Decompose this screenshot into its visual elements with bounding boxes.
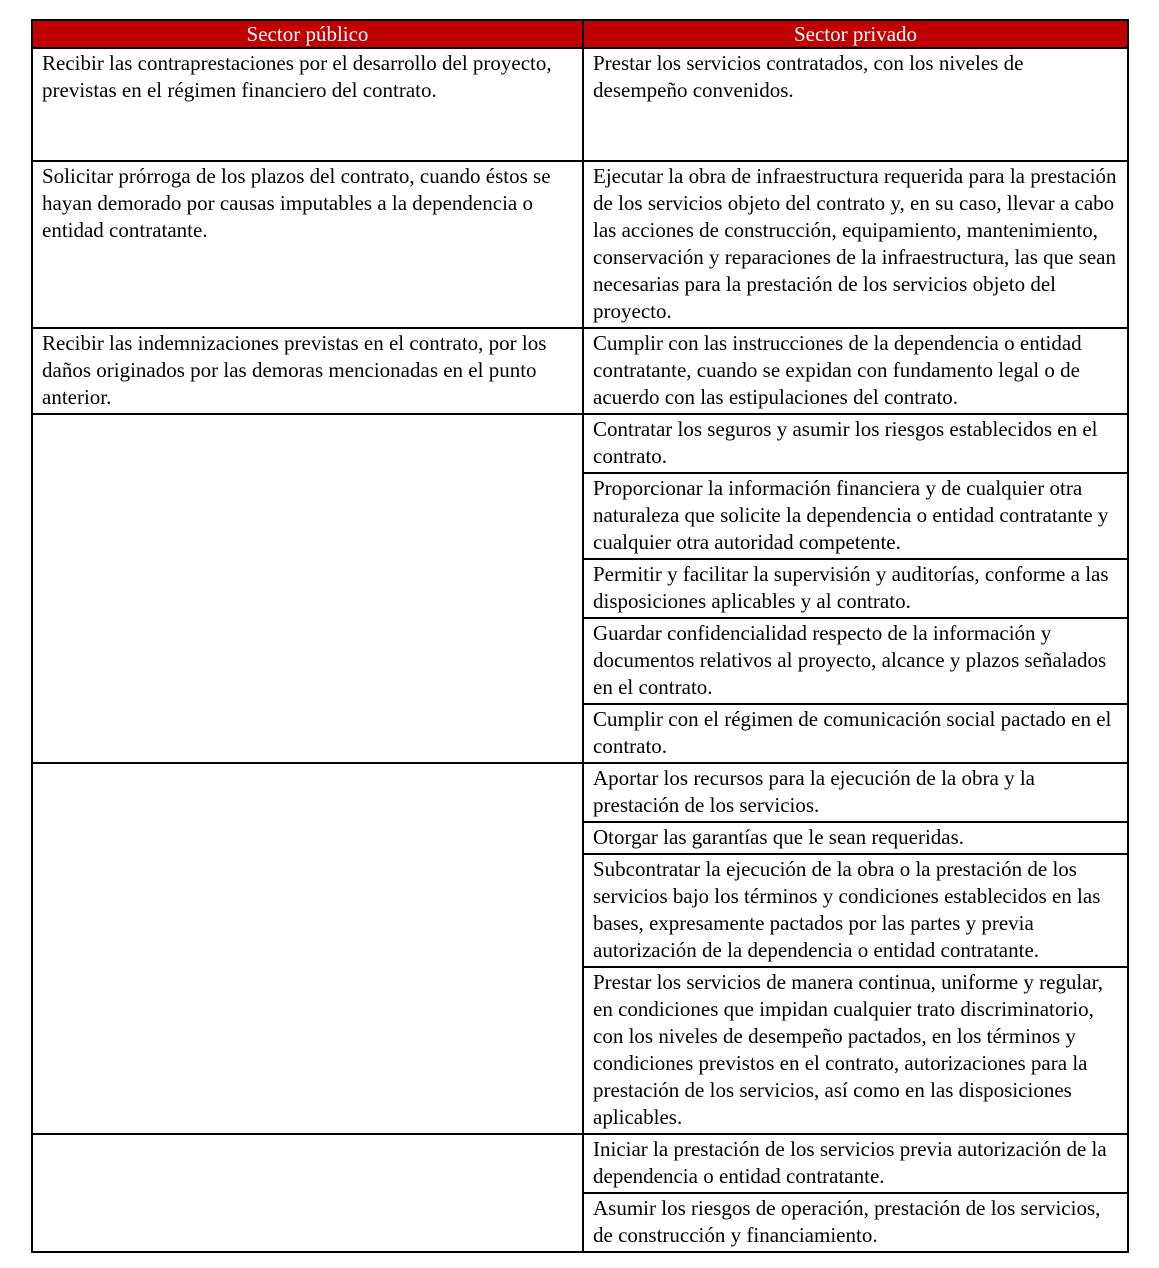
public-cell-empty xyxy=(32,1134,583,1252)
private-cell: Otorgar las garantías que le sean requeridas. xyxy=(583,822,1128,854)
public-private-comparison-table xyxy=(31,19,1129,1253)
public-cell-empty xyxy=(32,763,583,1134)
private-cell: Iniciar la prestación de los servicios previa autorización de la dependencia o entidad contratante. xyxy=(583,1134,1128,1193)
private-cell: Cumplir con el régimen de comunicación social pactado en el contrato. xyxy=(583,704,1128,763)
table-row xyxy=(32,1134,1128,1193)
private-cell: Cumplir con las instrucciones de la dependencia o entidad contratante, cuando se expidan con fundamento legal o de acuerdo con las estipulaciones del contrato. xyxy=(583,328,1128,414)
private-cell: Guardar confidencialidad respecto de la información y documentos relativos al proyecto, alcance y plazos señalados en el contrato. xyxy=(583,618,1128,704)
public-cell: Recibir las contraprestaciones por el desarrollo del proyecto, previstas en el régimen financiero del contrato. xyxy=(32,48,583,161)
private-cell: Aportar los recursos para la ejecución de la obra y la prestación de los servicios. xyxy=(583,763,1128,822)
private-cell: Proporcionar la información financiera y de cualquier otra naturaleza que solicite la dependencia o entidad contratante y cualquier otra autoridad competente. xyxy=(583,473,1128,559)
header-sector-publico: Sector público xyxy=(32,20,583,48)
table-row xyxy=(32,763,1128,822)
private-cell: Prestar los servicios contratados, con los niveles de desempeño convenidos. xyxy=(583,48,1128,161)
table-row xyxy=(32,414,1128,473)
table-row xyxy=(32,328,1128,414)
header-sector-privado: Sector privado xyxy=(583,20,1128,48)
public-cell-empty xyxy=(32,414,583,763)
private-cell: Ejecutar la obra de infraestructura requerida para la prestación de los servicios objeto del contrato y, en su caso, llevar a cabo las acciones de construcción, equipamiento, mantenimiento, conservación y reparaciones de la infraestructura, las que sean necesarias para la prestación de los servicios objeto del proyecto. xyxy=(583,161,1128,328)
private-cell: Asumir los riesgos de operación, prestación de los servicios, de construcción y financiamiento. xyxy=(583,1193,1128,1252)
header-row xyxy=(32,20,1128,48)
public-cell: Solicitar prórroga de los plazos del contrato, cuando éstos se hayan demorado por causas imputables a la dependencia o entidad contratante. xyxy=(32,161,583,328)
private-cell: Subcontratar la ejecución de la obra o la prestación de los servicios bajo los términos y condiciones establecidos en las bases, expresamente pactados por las partes y previa autorización de la dependencia o entidad contratante. xyxy=(583,854,1128,967)
table-row xyxy=(32,48,1128,161)
private-cell: Prestar los servicios de manera continua, uniforme y regular, en condiciones que impidan cualquier trato discriminatorio, con los niveles de desempeño pactados, en los términos y condiciones previstos en el contrato, autorizaciones para la prestación de los servicios, así como en las disposiciones aplicables. xyxy=(583,967,1128,1134)
table-row xyxy=(32,161,1128,328)
public-cell: Recibir las indemnizaciones previstas en el contrato, por los daños originados por las demoras mencionadas en el punto anterior. xyxy=(32,328,583,414)
private-cell: Contratar los seguros y asumir los riesgos establecidos en el contrato. xyxy=(583,414,1128,473)
private-cell: Permitir y facilitar la supervisión y auditorías, conforme a las disposiciones aplicables y al contrato. xyxy=(583,559,1128,618)
